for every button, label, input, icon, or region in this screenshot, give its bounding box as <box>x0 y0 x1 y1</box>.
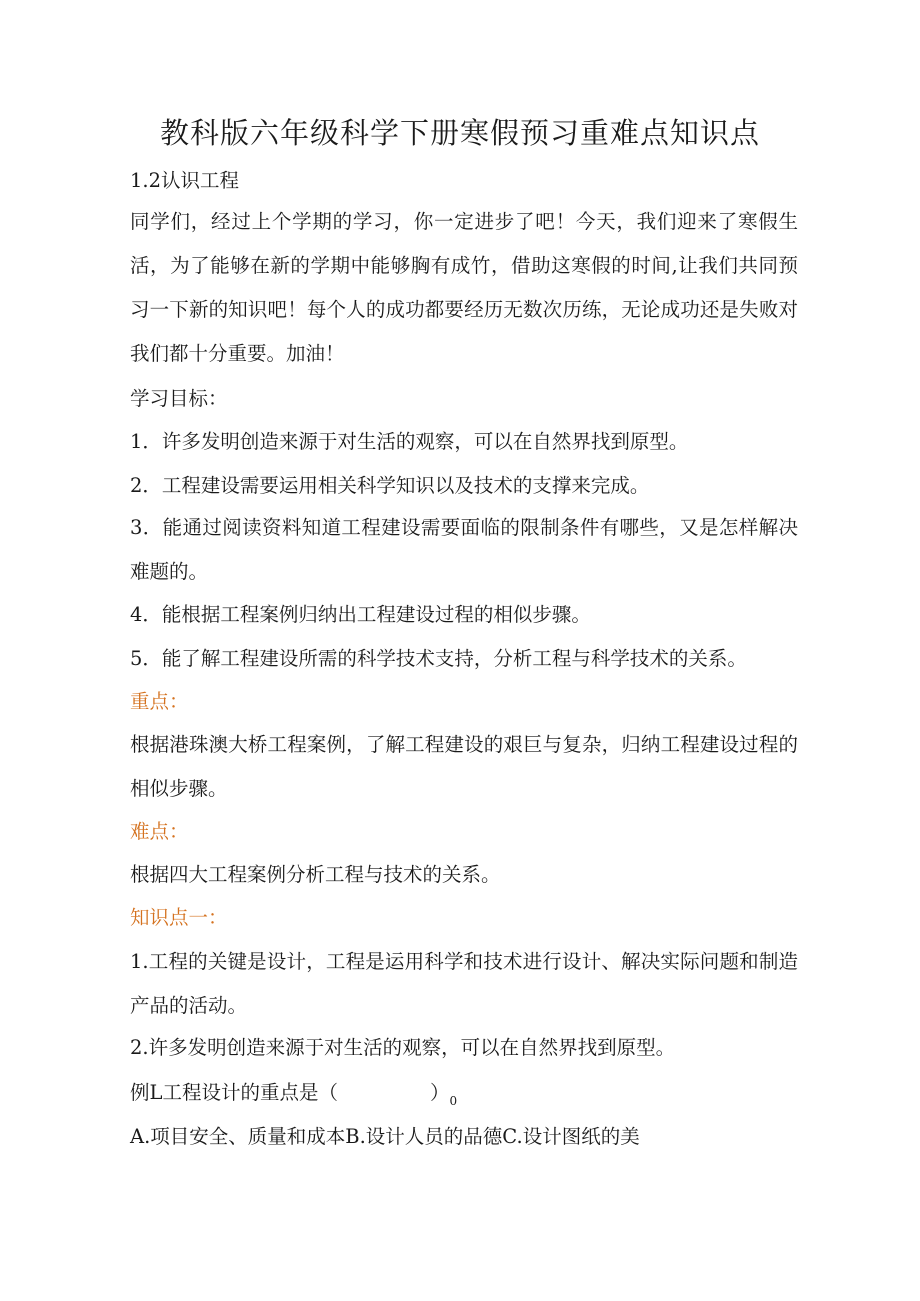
goal-item-1: 1．许多发明创造来源于对生活的观察，可以在自然界找到原型。 <box>130 430 689 453</box>
document-title: 教科版六年级科学下册寒假预习重难点知识点 <box>159 116 760 150</box>
section-heading: 1.2认识工程 <box>130 169 240 192</box>
intro-paragraph: 同学们，经过上个学期的学习，你一定进步了吧！今天，我们迎来了寒假生活，为了能够在新的学期中能够胸有成竹，借助这寒假的时间,让我们共同预习一下新的知识吧！每个人的成功都要经历无数次历练，无论成功还是失败对我们都十分重要。加油！ <box>130 210 798 365</box>
goal-item-5: 5．能了解工程建设所需的科学技术支持，分析工程与科学技术的关系。 <box>130 647 747 670</box>
example-subscript: 0 <box>449 1094 458 1108</box>
knowledge-item-2: 2.许多发明创造来源于对生活的观察，可以在自然界找到原型。 <box>130 1036 676 1059</box>
example-options: A.项目安全、质量和成本B.设计人员的品德C.设计图纸的美 <box>130 1125 640 1148</box>
knowledge-item-1: 1.工程的关键是设计，工程是运用科学和技术进行设计、解决实际问题和制造产品的活动。 <box>130 950 798 1017</box>
goals-heading: 学习目标： <box>130 387 228 410</box>
example-question-suffix: ） <box>429 1081 450 1104</box>
key-point-heading: 重点： <box>130 690 189 713</box>
goal-item-2: 2．工程建设需要运用相关科学知识以及技术的支撑来完成。 <box>130 474 650 497</box>
goal-item-3: 3．能通过阅读资料知道工程建设需要面临的限制条件有哪些，又是怎样解决难题的。 <box>130 516 798 583</box>
key-point-text: 根据港珠澳大桥工程案例，了解工程建设的艰巨与复杂，归纳工程建设过程的相似步骤。 <box>130 733 798 800</box>
goal-item-4: 4．能根据工程案例归纳出工程建设过程的相似步骤。 <box>130 603 591 626</box>
knowledge-point-heading: 知识点一： <box>130 906 228 929</box>
difficult-point-text: 根据四大工程案例分析工程与技术的关系。 <box>130 863 501 886</box>
difficult-point-heading: 难点： <box>130 820 189 843</box>
example-question-prefix: 例L工程设计的重点是（ <box>130 1081 338 1104</box>
